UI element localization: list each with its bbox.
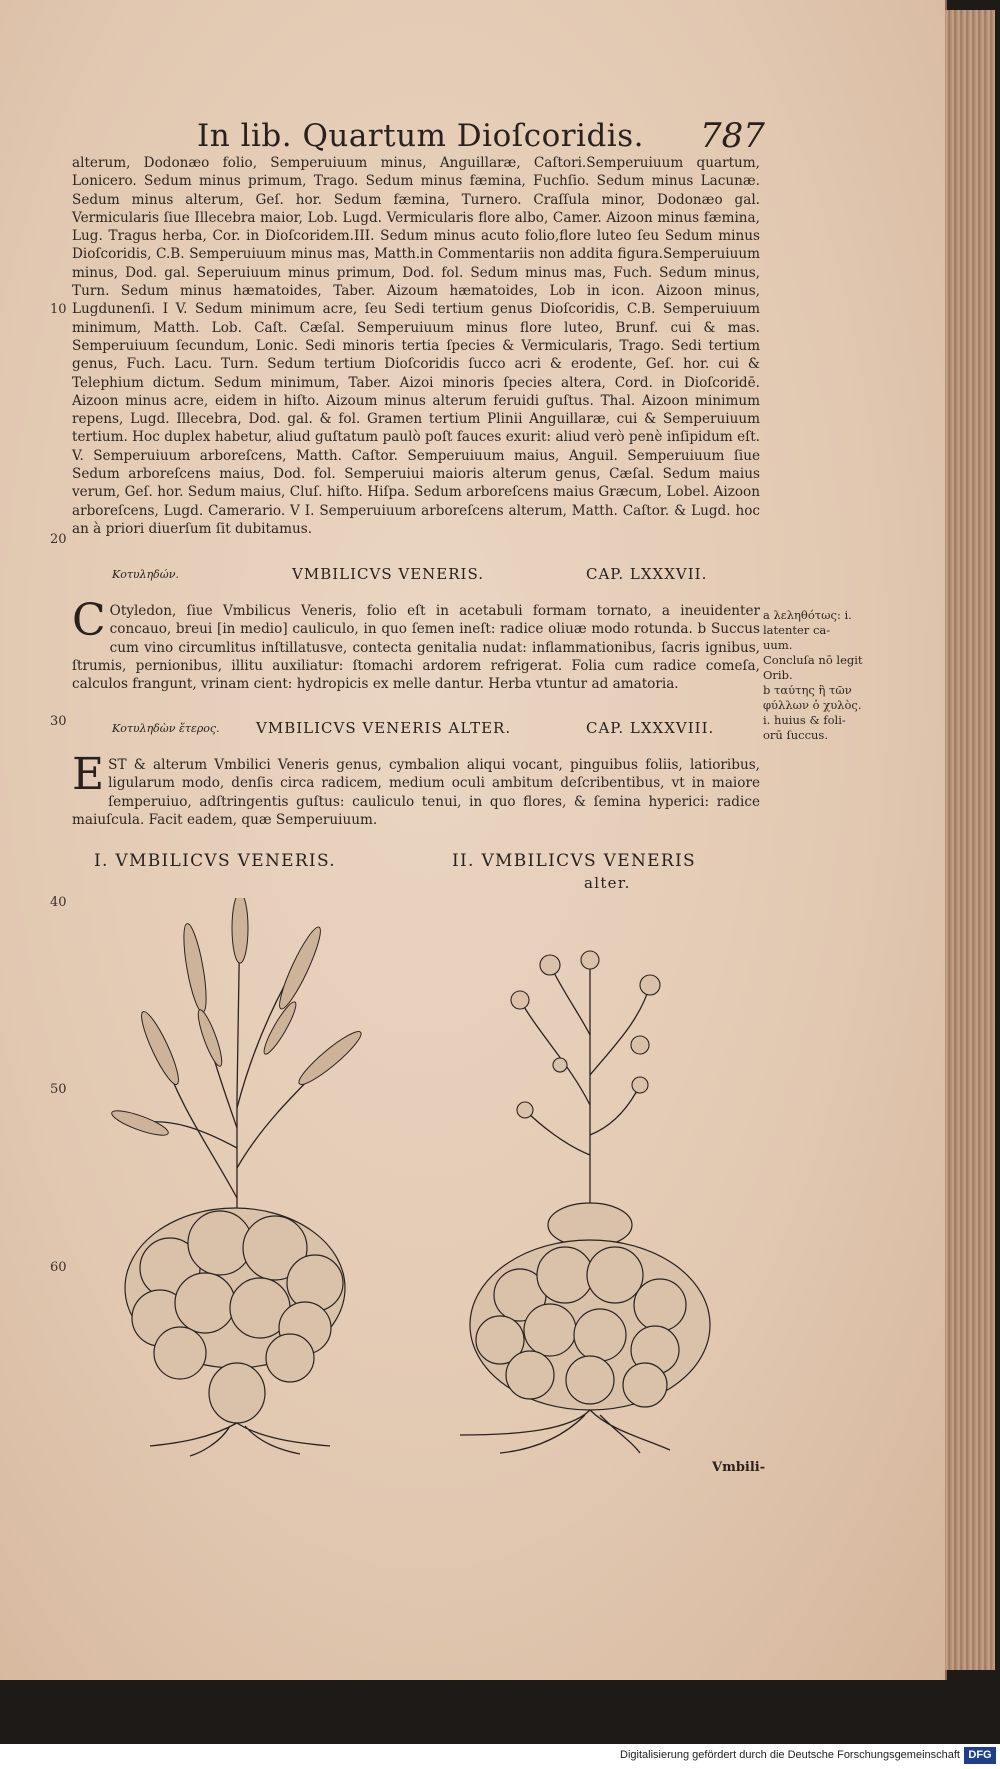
chapter-88-greek-title: Κοτυληδὼν ἕτερος. <box>112 722 220 735</box>
line-number-40: 40 <box>50 895 67 910</box>
chapter-88-number: CAP. LXXXVIII. <box>586 719 715 737</box>
plant-1-leaf-rosette <box>125 1208 345 1382</box>
catchword: Vmbili- <box>712 1460 766 1475</box>
line-number-60: 60 <box>50 1260 67 1275</box>
chapter-88-title: VMBILICVS VENERIS ALTER. <box>256 719 512 737</box>
drop-cap-c: C <box>72 595 106 646</box>
marginal-notes <box>763 608 863 743</box>
chapter-87-body: Otyledon, ſiue Vmbilicus Veneris, folio eſt in acetabuli formam tornato, a ineuidenter concauo, breui [in medio] cauliculo, in quo ſemen ineſt: radice oliuæ modo rotunda. b Succus cum vino circumlitus inſtillatusve, contecta genitalia nudat: inflammationibus, ſacris ignibus, ſtrumis, pernionibus, illitu auxiliatur: ſtomachi ardorem refrigerat. Folia cum radice comeſa, calculos frangunt, vrinam cient: hydropicis ex melle dantur. Herba vtuntur ad amatoria. <box>72 603 760 693</box>
dfg-logo[interactable]: DFG <box>964 1747 996 1764</box>
line-number-20: 20 <box>50 532 67 547</box>
synonym-paragraph: alterum, Dodonæo folio, Semperuiuum minus, Anguillaræ, Caſtori.Semperuiuum quartum, Lonicero. Sedum minus primum, Trago. Sedum minus fæmina, Fuchſio. Sedum minus Lacunæ. Sedum minus alterum, Geſ. hor. Sedum fæmina, Turnero. Craſſula minor, Dodonæo gal. Vermicularis ſiue Illecebra maior, Lob. Lugd. Vermicularis flore albo, Camer. Aizoon minus fæmina, Lug. Tragus herba, Cor. in Dioſcoridem.III. Sedum minus acuto folio,flore luteo ſeu Sedum minus Dioſcoridis, C.B. Semperuiuum minus mas, Matth.in Commentariis non addita figura.Semperuiuum minus, Dod. gal. Seperuiuum minus primum, Dod. fol. Sedum minus mas, Fuch. Sedum minus, Turn. Sedum minus hæmatoides, Taber. Aizoum hæmatoides, Lob in icon. Aizoon minus, Lugdunenſi. I V. Sedum minimum acre, ſeu Sedi tertium genus Dioſcoridis, C.B. Semperuiuum minimum, Matth. Lob. Caſt. Cæſal. Semperuiuum minus flore luteo, Brunf. cui & mas. Semperuiuum ſecundum, Lonic. Sedi minoris tertia ſpecies & Vermicularis, Trago. Sedi tertium genus, Fuch. Lacu. Turn. Sedum tertium Dioſcoridis ſucco acri & erodente, Geſ. hor. cui & Telephium dictum. Sedum minimum, Taber. Aizoi minoris ſpecies altera, Cord. in Dioſcoridē. Aizoon minus acre, eidem in hiſto. Aizoum minus alterum feruidi guſtus. Thal. Aizoon minimum repens, Lugd. Illecebra, Dod. gal. & fol. Gramen tertium Plinii Anguillaræ, cui & Semperuiuum tertium. Hoc duplex habetur, aliud guſtatum paulò poſt fauces exurit: aliud verò penè inſipidum eſt. V. Semperuiuum arboreſcens, Matth. Caſtor. Semperuiuum maius, Anguil. Semperuiuum ſiue Sedum arboreſcens maius, Dod. fol. Semperuiui maioris alterum genus, Cæſal. Sedum maius verum, Geſ. hor. Sedum maius, Cluſ. hiſto. Hiſpa. Sedum arboreſcens maius Græcum, Lobel. Aizoon arboreſcens, Lugd. Camerario. V I. Semperuiuum arboreſcens alterum, Matth. Caſtor. & Lugd. hoc an à priori diuerſum ſit dubitamus. <box>72 155 760 537</box>
footer-credit: Digitalisierung gefördert durch die Deutsche Forschungsgemeinschaft <box>620 1749 960 1761</box>
drop-cap-e: E <box>72 749 105 800</box>
marginal-note: b ταύτης ἢ τῶν φύλλων ὁ χυλὸς. i. huius & foli- orū ſuccus. <box>763 683 862 742</box>
marginal-note: Concluſa nō legit Orib. <box>763 653 863 682</box>
page-edges <box>945 10 995 1670</box>
figure-2-caption-sub: alter. <box>584 874 631 892</box>
plant-2-leaf-mound <box>470 1240 710 1410</box>
chapter-88-body: ST & alterum Vmbilici Veneris genus, cymbalion aliqui vocant, pinguibus foliis, latioribus, ligularum modo, denſis circa radicem, medium oculi ambitum deſcribentibus, vt in maiore ſemperuiuo, adſtringentis guſtus: cauliculo tenui, in quo flores, & ſemina hyperici: radice maiuſcula. Facit eadem, quæ Semperuiuum. <box>72 757 760 828</box>
plant-2-stem <box>520 965 650 1225</box>
digitization-footer <box>0 1744 1000 1769</box>
line-number-30: 30 <box>50 714 67 729</box>
line-number-50: 50 <box>50 1082 67 1097</box>
marginal-note: a λεληθότως: i. latenter ca- uum. <box>763 608 852 652</box>
chapter-87-title: VMBILICVS VENERIS. <box>292 565 484 583</box>
chapter-87-text <box>72 595 760 693</box>
chapter-88-text <box>72 749 760 829</box>
umbilicus-veneris-alter-woodcut <box>440 925 730 1455</box>
figure-2-caption: II. VMBILICVS VENERIS <box>452 851 696 871</box>
line-number-10: 10 <box>50 302 67 317</box>
running-header: In lib. Quartum Dioſcoridis. <box>197 118 644 154</box>
plant-2-roots <box>460 1410 670 1453</box>
page-number: 787 <box>700 116 765 156</box>
chapter-87-greek-title: Κοτυληδών. <box>112 568 179 581</box>
plant-2-flowers <box>511 951 660 1118</box>
umbilicus-veneris-woodcut <box>100 898 400 1458</box>
figure-1-caption: I. VMBILICVS VENERIS. <box>94 851 336 871</box>
chapter-87-number: CAP. LXXXVII. <box>586 565 708 583</box>
